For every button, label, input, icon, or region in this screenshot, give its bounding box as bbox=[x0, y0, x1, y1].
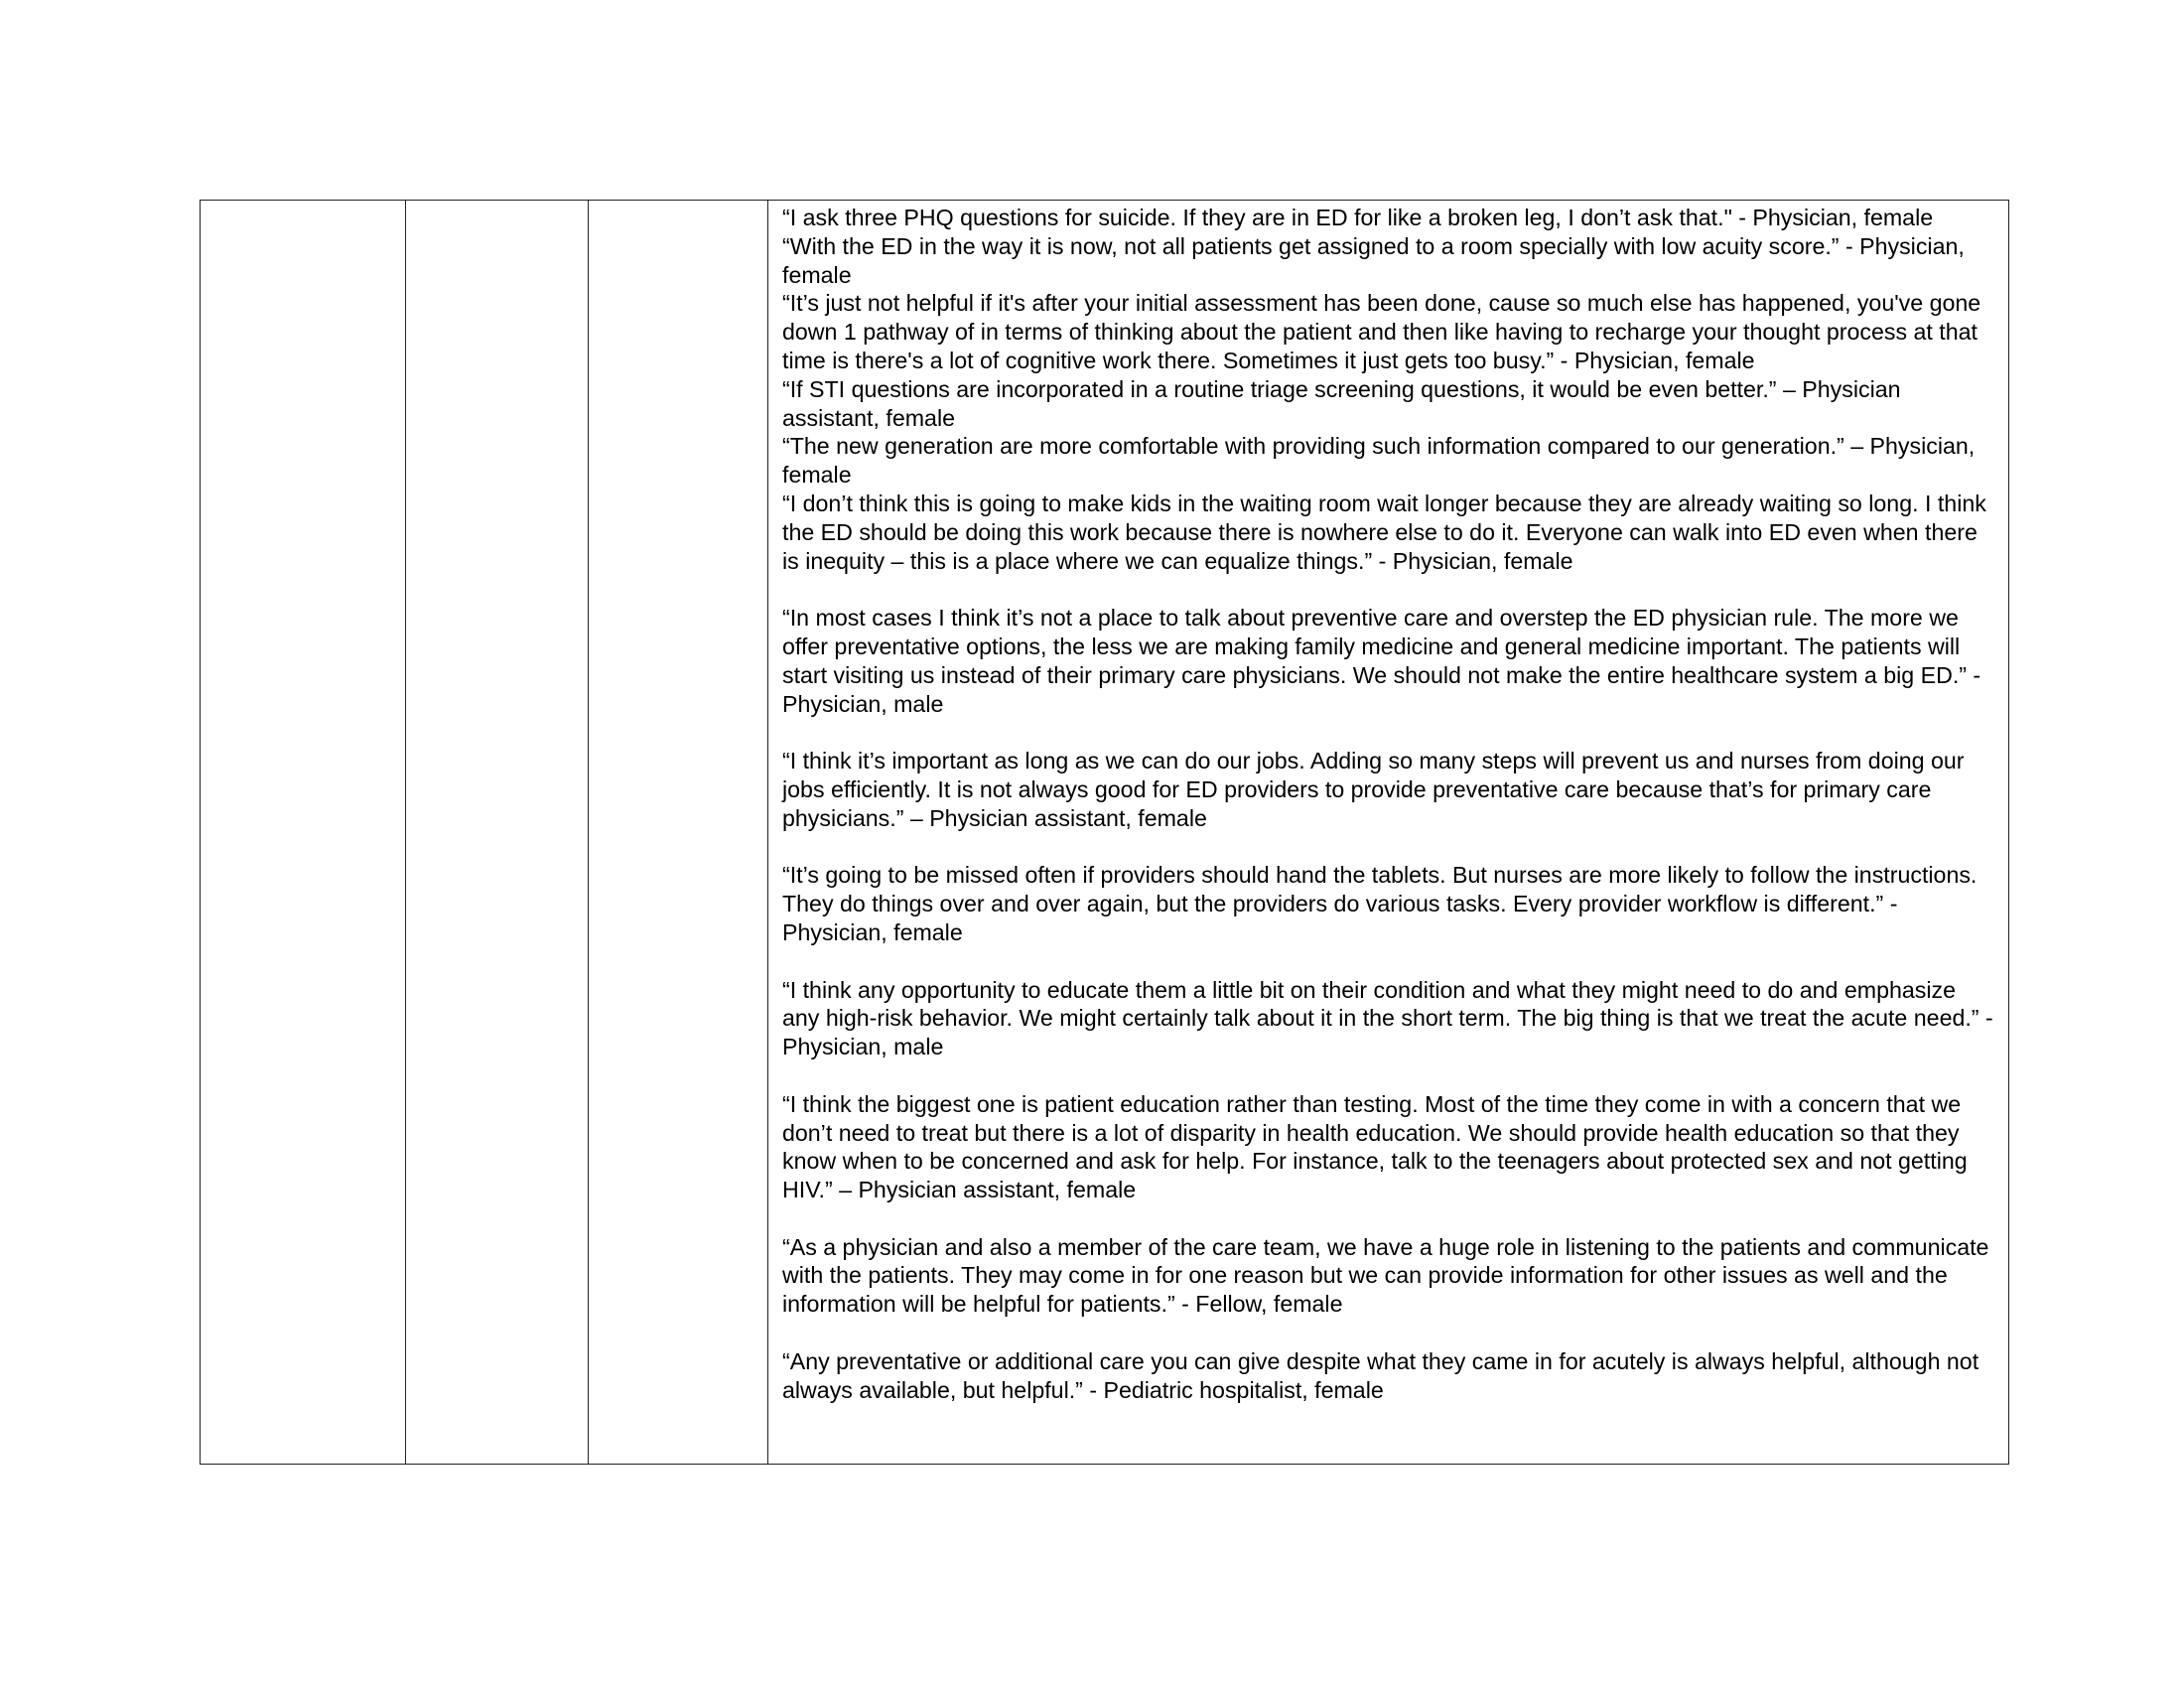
quote-initial-assessment: “It’s just not helpful if it's after your initial assessment has been done, cause so much else has happened, you've gone down 1 pathway of in terms of thinking about the patient and then like having to recharge your thought process at that time is there's a lot of cognitive work there. Sometimes it just gets too busy.” - Physician, female bbox=[782, 290, 1981, 373]
quote-new-generation: “The new generation are more comfortable with providing such information compared to our generation.” – Physician, female bbox=[782, 433, 1976, 489]
table-cell-col1 bbox=[201, 201, 406, 1465]
table-row bbox=[201, 201, 2009, 1465]
quote-sti-questions: “If STI questions are incorporated in a routine triage screening questions, it would be even better.” – Physician assistant, female bbox=[782, 375, 1901, 431]
table-cell-col2 bbox=[406, 201, 589, 1465]
quote-low-acuity: “With the ED in the way it is now, not all patients get assigned to a room specially with low acuity score.” - Physician, female bbox=[782, 232, 1965, 288]
quote-preventive-care: “In most cases I think it’s not a place to talk about preventive care and overstep the ED physician rule. The more we offer preventative options, the less we are making family medicine and general medicine important. The patients will start visiting us instead of their primary care physicians. We should not make the entire healthcare system a big ED.” - Physician, male bbox=[782, 605, 1981, 717]
quote-educate: “I think any opportunity to educate them a little bit on their condition and what they might need to do and emphasize any high-risk behavior. We might certainly talk about it in the short term. The big thing is that we treat the acute need.” - Physician, male bbox=[782, 976, 1993, 1060]
quote-waiting-room: “I don’t think this is going to make kids in the waiting room wait longer because they are already waiting so long. I think the ED should be doing this work because there is nowhere else to do it. Everyone can walk into ED even when there is inequity – this is a place where we can equalize things.” - Physician, female bbox=[782, 490, 1986, 574]
quote-phq-questions: “I ask three PHQ questions for suicide. If they are in ED for like a broken leg, I don’t ask that." - Physician, female bbox=[782, 205, 1934, 230]
quote-do-our-jobs: “I think it’s important as long as we can do our jobs. Adding so many steps will prevent us and nurses from doing our jobs efficiently. It is not always good for ED providers to provide preventative care because that’s for primary care physicians.” – Physician assistant, female bbox=[782, 748, 1965, 831]
quote-patient-education: “I think the biggest one is patient education rather than testing. Most of the time they come in with a concern that we don’t need to treat but there is a lot of disparity in health education. We should provide health education so that they know when to be concerned and ask for help. For instance, talk to the teenagers about protected sex and not getting HIV.” – Physician assistant, female bbox=[782, 1090, 1968, 1203]
quotes-table bbox=[200, 200, 2009, 1465]
table-cell-quotes bbox=[768, 201, 2009, 1465]
table-cell-col3 bbox=[589, 201, 768, 1465]
quote-care-team: “As a physician and also a member of the care team, we have a huge role in listening to the patients and communicate with the patients. They may come in for one reason but we can provide information for other issues as well and the information will be helpful for patients.” - Fellow, female bbox=[782, 1233, 1989, 1318]
quote-tablets: “It’s going to be missed often if providers should hand the tablets. But nurses are more likely to follow the instructions. They do things over and over again, but the providers do various tasks. Every provider workflow is different.” - Physician, female bbox=[782, 862, 1978, 945]
quote-additional-care: “Any preventative or additional care you can give despite what they came in for acutely is always helpful, although not always available, but helpful.” - Pediatric hospitalist, female bbox=[782, 1347, 1979, 1403]
